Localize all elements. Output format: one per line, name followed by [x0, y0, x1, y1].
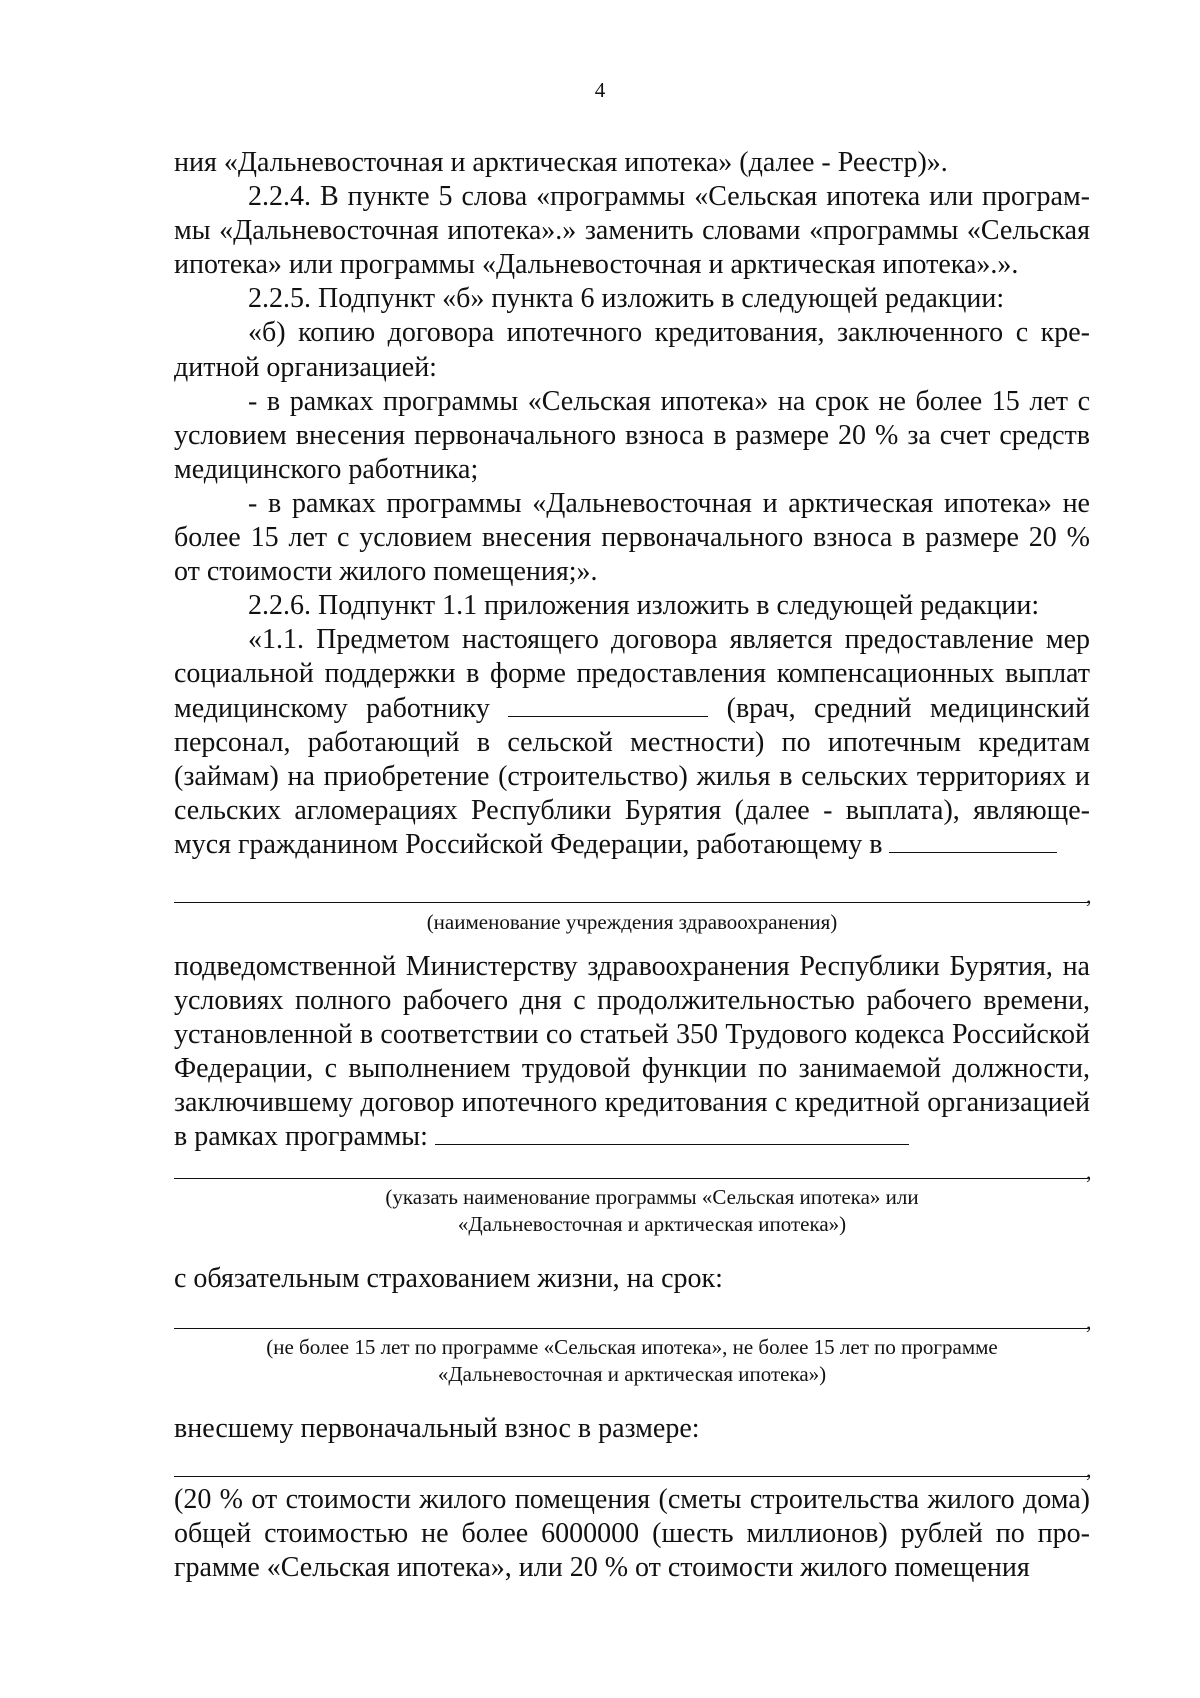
comma: ,	[1086, 1159, 1092, 1184]
caption-term-line1: (не более 15 лет по программе «Сельская ипотека», не более 15 лет по программе	[266, 1335, 998, 1359]
page-number: 4	[594, 78, 606, 102]
caption-program-line1: (указать наименование программы «Сельская ипотека» или	[385, 1185, 919, 1209]
caption-term-line2: «Дальневосточная и арктическая ипотека»)	[437, 1362, 827, 1386]
paragraph-subordination	[174, 950, 1090, 1154]
subject-text-part1: «1.1. Предметом настоящего договора является предоставление мер социальной поддержки в форме предоставления компенсационных выплат медицинскому работнику	[174, 624, 1090, 724]
paragraph-2-2-6: 2.2.6. Подпункт 1.1 приложения изложить в следующей редакции:	[248, 590, 1040, 622]
paragraph-insurance: с обязательным страхованием жизни, на срок:	[174, 1263, 723, 1294]
term-fill-line	[174, 1328, 1088, 1329]
paragraph-subitem-b: «б) копию договора ипотечного кредитования, заключенного с кредитной организацией:	[174, 317, 1090, 383]
caption-institution: (наименование учреждения здравоохранения)	[426, 910, 838, 934]
subject-text-part2: (врач, средний медицинский персонал, работающий в сельской местности) по ипотечным кредитам (займам) на приобретение (строительство) жилья в сельских территориях и сельских агломерациях Республики Бурятия (далее - выплата), являющемуся гражданином Российской Федерации, работающему в	[174, 692, 1090, 860]
comma: ,	[1086, 883, 1092, 908]
paragraph-subject-of-contract	[174, 623, 1090, 862]
paragraph-2-2-4: 2.2.4. В пункте 5 слова «программы «Сельская ипотека или программы «Дальневосточная ипотека».» заменить словами «программы «Сельская ипотека» или программы «Дальневосточная и арктическая ипотека».».	[174, 181, 1090, 281]
paragraph-down-payment-terms: (20 % от стоимости жилого помещения (сметы строительства жилого дома) общей стоимостью не более 6000000 (шесть миллионов) рублей по программе «Сельская ипотека», или 20 % от стоимости жилого помещения	[174, 1484, 1090, 1583]
program-fill-line	[174, 1178, 1088, 1179]
subordination-text: подведомственной Министерству здравоохранения Республики Бурятия, на условиях полного рабочего дня с продолжительностью рабочего времени, установленной в соответствии со статьей 350 Трудового кодекса Российской Федерации, с выполнением трудовой функции по занимаемой должности, заключившему договор ипотечного кредитования с кредитной организацией в рамках программы:	[174, 951, 1090, 1152]
workplace-blank	[889, 852, 1057, 853]
paragraph-rural-mortgage: - в рамках программы «Сельская ипотека» на срок не более 15 лет с условием внесения первоначального взноса в размере 20 % за счет средств медицинского работника;	[174, 385, 1090, 485]
program-blank	[435, 1144, 909, 1145]
paragraph-down-payment: внесшему первоначальный взнос в размере:	[174, 1413, 700, 1444]
amendment-text	[174, 146, 1090, 862]
paragraph-2-2-5: 2.2.5. Подпункт «б» пункта 6 изложить в следующей редакции:	[248, 283, 1005, 315]
comma: ,	[1086, 1309, 1092, 1334]
caption-program-line2: «Дальневосточная и арктическая ипотека»)	[457, 1212, 847, 1236]
institution-fill-line	[174, 902, 1088, 903]
comma: ,	[1086, 1457, 1092, 1482]
paragraph-registry-end: ния «Дальневосточная и арктическая ипотека» (далее - Реестр)».	[174, 147, 948, 178]
down-payment-fill-line	[174, 1476, 1088, 1477]
worker-blank	[508, 716, 708, 717]
paragraph-far-east-mortgage: - в рамках программы «Дальневосточная и арктическая ипотека» не более 15 лет с условием внесения первоначального взноса в размере 20 % от стоимости жилого помещения;».	[174, 487, 1090, 588]
